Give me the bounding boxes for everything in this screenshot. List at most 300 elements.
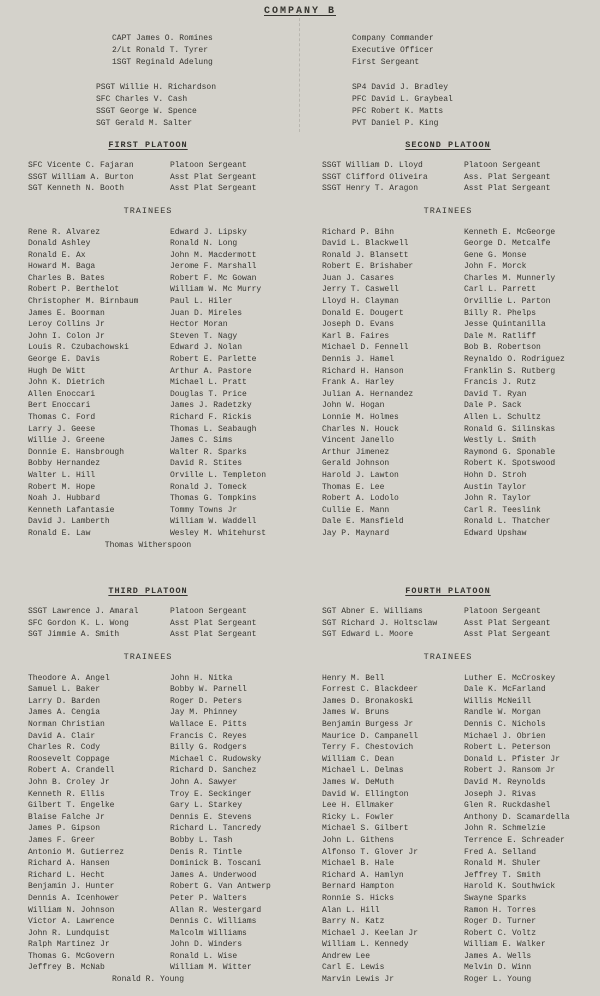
- trainee-name: Malcolm Williams: [170, 928, 247, 938]
- trainee-name: Roger D. Turner: [464, 917, 537, 927]
- trainee-name: Terry F. Chestovich: [322, 743, 414, 753]
- trainee-row: [322, 823, 596, 835]
- trainee-row: [322, 227, 596, 239]
- trainee-name: Randle W. Morgan: [464, 708, 541, 718]
- trainee-row: [322, 754, 596, 766]
- trainee-row: [28, 939, 296, 951]
- staff-name: SSGT William A. Burton: [28, 172, 134, 182]
- trainee-row: [28, 296, 296, 308]
- trainee-name: William L. Kennedy: [322, 940, 409, 950]
- trainee-name: William N. Johnson: [28, 905, 115, 915]
- officer-name: 2/Lt Ronald T. Tyrer: [112, 46, 209, 55]
- trainee-name: Billy R. Phelps: [464, 308, 537, 318]
- trainee-name: Hugh De Witt: [28, 366, 86, 376]
- trainee-row: [28, 261, 296, 273]
- trainee-name: Norman Christian: [28, 720, 105, 729]
- trainee-row: [28, 707, 296, 719]
- trainee-name: Franklin S. Rutberg: [464, 366, 556, 376]
- trainee-row: [28, 951, 296, 963]
- trainee-name: Ronnie S. Hicks: [322, 893, 395, 903]
- trainee-row: [322, 516, 596, 528]
- trainee-name: Jeffrey T. Smith: [464, 870, 541, 880]
- trainee-row: [322, 916, 596, 928]
- trainee-name: Charles N. Houck: [322, 424, 399, 434]
- trainee-name: Richard L. Hecht: [28, 870, 105, 880]
- trainee-name: James A. Underwood: [170, 870, 257, 880]
- trainee-row: [28, 528, 296, 540]
- trainee-row: [322, 470, 596, 482]
- trainee-row: [28, 354, 296, 366]
- trainee-name: Ronald N. Long: [170, 239, 238, 249]
- trainee-name: Dale E. Mansfield: [322, 517, 404, 527]
- trainee-name: Luther E. McCroskey: [464, 673, 556, 683]
- command-staff-section: [0, 33, 600, 130]
- cadre-right-name: PFC David L. Graybeal: [352, 95, 453, 104]
- trainee-row: [322, 482, 596, 494]
- trainee-row: [322, 296, 596, 308]
- trainee-row: [322, 377, 596, 389]
- trainee-row: [322, 835, 596, 847]
- trainee-name: Dominick B. Toscani: [170, 859, 262, 869]
- trainee-name: Marvin Lewis Jr: [322, 975, 395, 985]
- trainee-name: John W. Hogan: [322, 401, 385, 411]
- trainee-name: James A. Cengia: [28, 708, 101, 718]
- trainee-name: James W. DeMuth: [322, 777, 395, 787]
- trainee-row: [28, 742, 296, 754]
- cadre-left-name: SGT Gerald M. Salter: [96, 119, 193, 128]
- trainee-name: Allen Enoccari: [28, 389, 96, 399]
- trainee-name: Blaise Falche Jr: [28, 812, 105, 822]
- trainee-name: Robert J. Ransom Jr: [464, 766, 556, 776]
- trainee-name: Richard A. Hansen: [28, 859, 110, 869]
- trainee-row: [322, 342, 596, 354]
- trainee-row: [28, 366, 296, 378]
- cadre-left-name: SFC Charles V. Cash: [96, 95, 188, 104]
- trainee-row: [322, 308, 596, 320]
- trainee-row: [28, 754, 296, 766]
- trainee-row: [322, 273, 596, 285]
- platoon-staff-row: [28, 618, 296, 630]
- trainee-name: Douglas T. Price: [170, 389, 247, 399]
- cadre-right-name: PFC Robert K. Matts: [352, 107, 444, 116]
- cadre-list: [0, 82, 600, 130]
- staff-name: SSGT Lawrence J. Amaral: [28, 607, 139, 617]
- trainee-name: Edward Upshaw: [464, 528, 527, 538]
- trainee-name: David L. Blackwell: [322, 239, 409, 249]
- trainee-name: John R. Lundquist: [28, 928, 110, 938]
- trainees-heading: TRAINEES: [123, 205, 173, 216]
- trainee-name: Ramon H. Torres: [464, 905, 537, 915]
- trainee-name: Jerome F. Marshall: [170, 262, 257, 272]
- trainee-row: [322, 331, 596, 343]
- platoon-staff-row: [322, 160, 596, 172]
- trainee-name: Kenneth R. Ellis: [28, 789, 105, 799]
- trainee-row: [322, 707, 596, 719]
- platoon-staff-list: [322, 160, 596, 195]
- trainee-name: Bernard Hampton: [322, 882, 395, 892]
- staff-name: SGT Abner E. Williams: [322, 607, 423, 617]
- trainee-name: Edward J. Lipsky: [170, 227, 247, 237]
- trainee-row: [322, 458, 596, 470]
- trainee-row: [322, 765, 596, 777]
- trainee-row: [28, 447, 296, 459]
- trainee-name: Thomas E. Lee: [322, 482, 385, 492]
- trainee-row: [28, 731, 296, 743]
- trainee-name: Joseph D. Evans: [322, 320, 395, 330]
- trainee-name: Robert G. Van Antwerp: [170, 882, 271, 892]
- trainee-row: [28, 673, 296, 685]
- trainee-name: Gary L. Starkey: [170, 801, 243, 811]
- trainee-row: [322, 284, 596, 296]
- staff-role: Asst Plat Sergeant: [464, 618, 551, 628]
- trainee-name: Willis McNeill: [464, 696, 532, 706]
- trainee-row: [28, 870, 296, 882]
- trainee-name: Richard D. Sanchez: [170, 766, 257, 776]
- trainee-name: Richard P. Bihn: [322, 227, 395, 237]
- platoon-staff-row: [322, 618, 596, 630]
- staff-name: SGT Edward L. Moore: [322, 630, 414, 640]
- trainee-row: [28, 435, 296, 447]
- trainee-row: [322, 719, 596, 731]
- trainee-row: [322, 250, 596, 262]
- trainee-row: [322, 389, 596, 401]
- platoon-staff-row: [28, 160, 296, 172]
- platoon-title: SECOND PLATOON: [405, 140, 491, 150]
- trainee-name: Wesley M. Whitehurst: [170, 528, 267, 538]
- trainee-name: Larry D. Barden: [28, 696, 101, 706]
- trainee-name: William C. Dean: [322, 754, 395, 764]
- trainee-row: [322, 881, 596, 893]
- trainee-name: Robert F. Mc Gowan: [170, 273, 257, 283]
- trainee-name: Richard L. Tancredy: [170, 824, 262, 834]
- trainee-name: William W. Waddell: [170, 517, 257, 527]
- trainee-row: [322, 951, 596, 963]
- trainee-row: [28, 696, 296, 708]
- platoon-staff-row: [28, 172, 296, 184]
- platoon-title: THIRD PLATOON: [108, 586, 188, 597]
- trainee-name: Glen R. Ruckdashel: [464, 801, 551, 811]
- trainee-name: Dale M. Ratliff: [464, 331, 537, 341]
- trainee-name: Robert L. Peterson: [464, 743, 551, 753]
- trainee-row: [28, 765, 296, 777]
- trainee-row: [322, 847, 596, 859]
- trainee-name: Ronald E. Ax: [28, 250, 86, 260]
- trainee-name: Melvin D. Winn: [464, 963, 532, 973]
- trainee-name: Reynaldo O. Rodriguez: [464, 355, 565, 365]
- trainee-name: John R. Taylor: [464, 494, 532, 504]
- platoon-staff-row: [28, 606, 296, 618]
- trainee-name: David R. Stites: [170, 459, 243, 469]
- trainee-row: [28, 893, 296, 905]
- trainee-name: Michael S. Gilbert: [322, 824, 409, 834]
- trainee-name: Allan R. Westergard: [170, 905, 262, 915]
- trainee-name: Michael D. Fennell: [322, 343, 409, 353]
- trainee-name: Lloyd H. Clayman: [322, 297, 399, 307]
- trainee-name: Orville L. Templeton: [170, 470, 267, 480]
- trainee-row: [28, 719, 296, 731]
- trainee-name: Robert E. Parlette: [170, 355, 257, 365]
- trainee-name: Christopher M. Birnbaum: [28, 297, 139, 307]
- trainee-name: Walter R. Sparks: [170, 447, 247, 457]
- trainee-name: Dennis J. Hamel: [322, 355, 395, 365]
- staff-name: SGT Kenneth N. Booth: [28, 184, 125, 193]
- trainee-name: Antonio M. Gutierrez: [28, 847, 125, 857]
- staff-name: SGT Richard J. Holtsclaw: [322, 618, 438, 628]
- trainee-name: Orvillie L. Parton: [464, 297, 551, 307]
- cadre-right-name: PVT Daniel P. King: [352, 119, 439, 128]
- trainee-row: [322, 731, 596, 743]
- platoon-staff-row: [322, 183, 596, 195]
- trainee-name: Maurice D. Campanell: [322, 731, 419, 741]
- trainee-row: [28, 319, 296, 331]
- trainee-name: Jesse Quintanilla: [464, 320, 546, 330]
- trainee-row: [28, 789, 296, 801]
- trainee-name: Ronald G. Silinskas: [464, 424, 556, 434]
- trainee-name: Forrest C. Blackdeer: [322, 685, 419, 695]
- trainee-row: [322, 742, 596, 754]
- trailing-trainee-name: Ronald R. Young: [111, 975, 184, 985]
- trainee-name: Robert K. Spotswood: [464, 459, 556, 469]
- trainee-name: Carl E. Lewis: [322, 963, 385, 973]
- trainee-name: Jeffrey B. McNab: [28, 963, 105, 973]
- trainee-row: [28, 284, 296, 296]
- trainee-row: [322, 812, 596, 824]
- trainee-name: Alfonso T. Glover Jr: [322, 847, 419, 857]
- trainee-list: [28, 227, 296, 540]
- trainee-row: [28, 858, 296, 870]
- officer-name: CAPT James O. Romines: [112, 34, 213, 43]
- trainee-name: James P. Gipson: [28, 824, 101, 834]
- trainee-name: Victor A. Lawrence: [28, 917, 115, 927]
- trainee-name: Raymond G. Sponable: [464, 447, 556, 457]
- trainee-name: James C. Sims: [170, 436, 233, 446]
- trainee-name: Dennis E. Stevens: [170, 812, 252, 822]
- trainee-name: Kenneth Lafantasie: [28, 505, 115, 515]
- trainee-name: John K. Dietrich: [28, 378, 105, 388]
- trainee-row: [322, 684, 596, 696]
- cadre-right-name: SP4 David J. Bradley: [352, 83, 449, 92]
- trainee-name: John B. Croley Jr: [28, 777, 110, 787]
- staff-role: Ass. Plat Sergeant: [464, 172, 551, 182]
- trainee-name: James F. Greer: [28, 835, 96, 845]
- trainee-row: [28, 823, 296, 835]
- trainee-name: James D. Bronakoski: [322, 696, 414, 706]
- platoon-section-first: [0, 139, 300, 551]
- trainee-name: Robert C. Voltz: [464, 928, 537, 938]
- trainee-name: Juan J. Casares: [322, 273, 395, 283]
- trainee-row: [322, 238, 596, 250]
- platoon-staff-list: [28, 160, 296, 195]
- trainee-row: [322, 505, 596, 517]
- trainee-row: [28, 777, 296, 789]
- trainee-row: [28, 400, 296, 412]
- trainee-name: Lonnie M. Holmes: [322, 413, 399, 422]
- staff-role: Asst Plat Sergeant: [170, 618, 257, 628]
- trainee-name: Thomas G. Tompkins: [170, 494, 257, 504]
- staff-role: Platoon Sergeant: [464, 607, 541, 617]
- trainee-name: Charles M. Munnerly: [464, 273, 556, 283]
- trainee-name: Dale P. Sack: [464, 401, 522, 411]
- trainees-heading: TRAINEES: [423, 205, 473, 216]
- trainee-name: George E. Davis: [28, 355, 101, 365]
- trainee-name: Robert E. Brishaber: [322, 262, 414, 272]
- trainee-row: [28, 916, 296, 928]
- trainee-row: [28, 238, 296, 250]
- trainee-row: [322, 412, 596, 424]
- trainee-row: [322, 366, 596, 378]
- trainee-name: John L. Githens: [322, 835, 395, 845]
- trainee-name: Ronald E. Law: [28, 528, 91, 538]
- trainee-name: Billy G. Rodgers: [170, 743, 247, 753]
- trainee-name: Robert P. Berthelot: [28, 285, 120, 295]
- trainee-name: Dennis C. Williams: [170, 917, 257, 927]
- trainee-row: [28, 505, 296, 517]
- staff-role: Asst Plat Sergeant: [464, 184, 551, 193]
- trainee-name: William W. Mc Murry: [170, 285, 262, 295]
- officer-row: [0, 33, 600, 45]
- trainee-row: [28, 377, 296, 389]
- trainee-row: [28, 424, 296, 436]
- trainee-name: Michael B. Hale: [322, 859, 395, 869]
- trainee-name: Robert A. Lodolo: [322, 494, 399, 504]
- trainee-name: Karl B. Faires: [322, 331, 390, 341]
- trainee-name: Bobby L. Tash: [170, 835, 233, 845]
- trainee-name: Michael J. Keelan Jr: [322, 928, 419, 938]
- staff-role: Platoon Sergeant: [464, 161, 541, 170]
- trainee-name: Anthony D. Scamardella: [464, 812, 570, 822]
- trainee-row: [322, 962, 596, 974]
- staff-role: Asst Plat Sergeant: [464, 630, 551, 640]
- trainee-row: [322, 789, 596, 801]
- trainee-row: [322, 800, 596, 812]
- trainee-row: [28, 389, 296, 401]
- trainee-name: Richard H. Hanson: [322, 366, 404, 376]
- trainee-name: David W. Ellington: [322, 789, 409, 799]
- trainee-row: [322, 939, 596, 951]
- cadre-left-name: PSGT Willie H. Richardson: [96, 83, 217, 92]
- staff-role: Platoon Sergeant: [170, 607, 247, 617]
- trainee-name: Julian A. Hernandez: [322, 389, 414, 399]
- platoon-section-fourth: [300, 585, 600, 986]
- trainee-name: Theodore A. Angel: [28, 673, 110, 683]
- trainee-name: Joseph J. Rivas: [464, 789, 537, 799]
- trainee-name: Paul L. Hiler: [170, 297, 233, 307]
- trainee-name: Bob B. Robertson: [464, 343, 541, 353]
- trainee-name: Ronald L. Thatcher: [464, 517, 551, 527]
- trainee-name: James A. Wells: [464, 951, 532, 961]
- trainee-name: Peter P. Walters: [170, 893, 247, 903]
- trainee-row: [28, 684, 296, 696]
- trainee-name: John I. Colon Jr: [28, 331, 105, 341]
- trainee-name: Larry J. Geese: [28, 424, 96, 434]
- officer-role: Company Commander: [352, 34, 434, 43]
- trainee-name: Thomas C. Ford: [28, 413, 96, 422]
- trainee-name: Cullie E. Mann: [322, 505, 390, 515]
- trainee-name: James J. Radetzky: [170, 401, 252, 411]
- staff-role: Platoon Sergeant: [170, 161, 247, 170]
- trainee-row: [322, 435, 596, 447]
- trainee-name: Ronald J. Tomeck: [170, 482, 247, 492]
- trainee-name: Thomas L. Seabaugh: [170, 424, 257, 434]
- trainee-row: [322, 673, 596, 685]
- trainee-row: [322, 974, 596, 986]
- trainee-row: [322, 696, 596, 708]
- platoon-staff-list: [28, 606, 296, 641]
- trainee-name: Westly L. Smith: [464, 436, 537, 446]
- officer-role: Executive Officer: [352, 46, 434, 55]
- trainee-name: Ricky L. Fowler: [322, 812, 395, 822]
- officer-row: [0, 45, 600, 57]
- trainee-name: Wallace E. Pitts: [170, 720, 247, 729]
- trainee-name: Bert Enoccari: [28, 401, 91, 411]
- trainee-name: Austin Taylor: [464, 482, 527, 492]
- trainee-name: Rene R. Alvarez: [28, 227, 101, 237]
- platoon-staff-row: [322, 606, 596, 618]
- platoon-staff-row: [322, 172, 596, 184]
- trainee-name: Lee H. Ellmaker: [322, 801, 395, 811]
- staff-name: SSGT Clifford Oliveira: [322, 172, 428, 182]
- trainee-name: Hector Moran: [170, 320, 228, 330]
- trainee-row: [28, 482, 296, 494]
- trainee-row: [322, 447, 596, 459]
- trainee-name: Swayne Sparks: [464, 893, 527, 903]
- platoon-staff-row: [28, 183, 296, 195]
- trainee-name: Dennis A. Icenhower: [28, 893, 120, 903]
- trainee-row: [28, 331, 296, 343]
- platoon-staff-row: [28, 629, 296, 641]
- trainee-name: Jay P. Maynard: [322, 528, 390, 538]
- cadre-row: [0, 106, 600, 118]
- trainee-row: [322, 400, 596, 412]
- trainee-name: Charles R. Cody: [28, 743, 101, 753]
- trainee-row: [322, 928, 596, 940]
- trainee-list: [28, 673, 296, 974]
- trainee-name: David M. Reynolds: [464, 777, 546, 787]
- trainee-row: [322, 493, 596, 505]
- trainee-name: Robert A. Crandell: [28, 766, 115, 776]
- trainee-name: Alan L. Hill: [322, 905, 380, 915]
- staff-name: SGT Jimmie A. Smith: [28, 630, 120, 640]
- trainee-name: Terrence E. Schreader: [464, 835, 565, 845]
- trainee-name: Francis C. Reyes: [170, 731, 247, 741]
- trainee-row: [28, 470, 296, 482]
- trainee-name: Fred A. Selland: [464, 847, 537, 857]
- trainees-heading: TRAINEES: [123, 651, 173, 662]
- platoon-section-third: [0, 585, 300, 986]
- officers-list: [0, 33, 600, 69]
- trainee-row: [28, 493, 296, 505]
- trainee-name: Robert M. Hope: [28, 482, 96, 492]
- trainee-name: Harold K. Southwick: [464, 882, 556, 892]
- trainee-name: John A. Sawyer: [170, 777, 238, 787]
- trainee-name: Ronald L. Wise: [170, 951, 238, 961]
- trainee-name: Henry M. Bell: [322, 673, 385, 683]
- trainee-row: [322, 319, 596, 331]
- trainee-name: Gene G. Monse: [464, 250, 527, 260]
- trainee-name: Samuel L. Baker: [28, 685, 101, 695]
- trainee-name: Allen L. Schultz: [464, 413, 541, 422]
- trainee-row: [322, 528, 596, 540]
- trainee-row: [28, 812, 296, 824]
- trainee-name: David T. Ryan: [464, 389, 527, 399]
- trainee-name: Michael J. Obrien: [464, 731, 546, 741]
- trainee-row: [28, 412, 296, 424]
- trainee-name: Dale K. McFarland: [464, 685, 546, 695]
- trainee-name: Willie J. Greene: [28, 436, 105, 446]
- trainee-name: Tommy Towns Jr: [170, 505, 238, 515]
- staff-name: SFC Vicente C. Fajaran: [28, 161, 134, 170]
- trainee-name: Gerald Johnson: [322, 459, 390, 469]
